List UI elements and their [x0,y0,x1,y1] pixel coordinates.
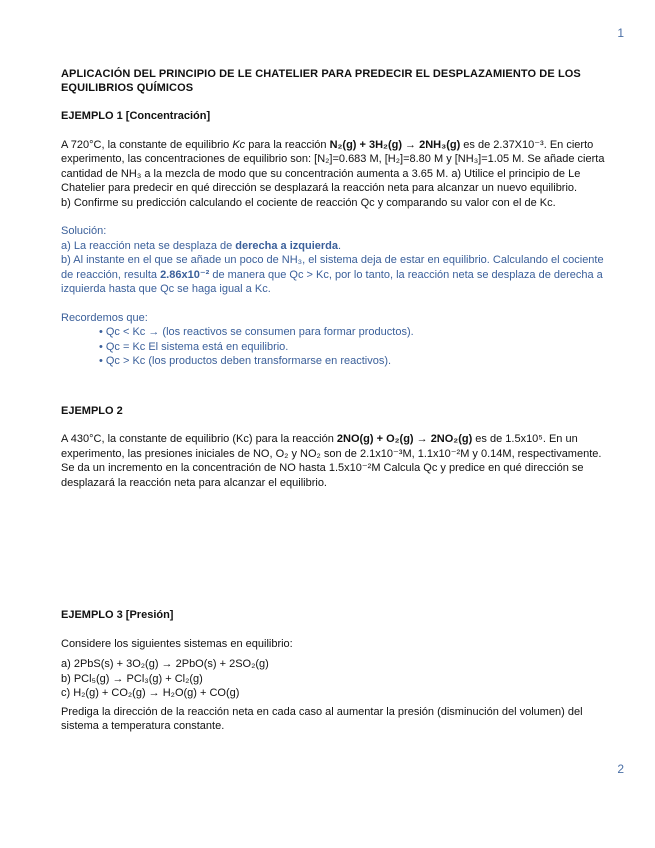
solution-b [61,253,617,297]
ejemplo2-reaction: 2NO(g) + O₂(g) → 2NO₂(g) [336,433,473,445]
document-body [61,68,617,734]
ejemplo2-text-b: es de 1.5x10⁵. En un experimento, las presiones iniciales de NO, O₂ y NO₂ son de 2.1x10⁻³M, 1.1x10⁻²M y 0.14M, respectivamente. Se da un incremento en la concentración de NO hasta 1.5x10⁻²M Calcula Qc y predice en qué dirección se desplazará la reacción neta para alcanzar el equilibrio. [61,433,602,489]
ejemplo3-heading: EJEMPLO 3 [Presión] [61,609,174,621]
page-number-2: 2 [617,762,624,776]
recall-item: • Qc = Kc El sistema está en equilibrio. [99,340,617,355]
solution-b-text-2: de manera que Qc > Kc, por lo tanto, la reacción neta se desplaza de derecha a izquierda hasta que Qc se haga igual a Kc. [61,268,603,295]
ejemplo3-question: Prediga la dirección de la reacción neta en cada caso al aumentar la presión (disminución del volumen) del sistema a temperatura constante. [61,705,583,732]
ejemplo1-text-b: para la reacción [245,138,330,151]
solution-a [61,239,617,254]
system-b: b) PCl₅(g) → PCl₃(g) + Cl₂(g) [61,672,203,685]
ejemplo1-part-b: b) Confirme su predicción calculando el cociente de reacción Qc y comparando su valor con el de Kc. [61,196,556,209]
solution-b-value: 2.86x10⁻² [160,268,210,281]
document-title: APLICACIÓN DEL PRINCIPIO DE LE CHATELIER PARA PREDECIR EL DESPLAZAMIENTO DE LOS EQUILIBRIOS QUÍMICOS [61,68,581,94]
ejemplo2-heading: EJEMPLO 2 [61,404,123,417]
ejemplo1-heading: EJEMPLO 1 [Concentración] [61,110,211,122]
solution-a-text: a) La reacción neta se desplaza de [61,239,236,252]
recall-item: • Qc < Kc → (los reactivos se consumen para formar productos). [99,325,617,340]
ejemplo2-paragraph [61,432,617,490]
kc-symbol: Kc [232,138,246,151]
recall-item: • Qc > Kc (los productos deben transformarse en reactivos). [99,354,617,369]
solution-block [61,224,617,369]
recall-list [61,325,617,369]
recall-label: Recordemos que: [61,311,148,324]
ejemplo3-intro: Considere los siguientes sistemas en equilibrio: [61,637,293,650]
solution-b-text-1: b) Al instante en el que se añade un poco de NH₃, el sistema deja de estar en equilibrio. Calculando el cociente de reacción, resulta [61,254,604,281]
solution-a-bold: derecha a izquierda [235,239,338,252]
ejemplo1-paragraph [61,138,617,196]
ejemplo1-reaction: N₂(g) + 3H₂(g) → 2NH₃(g) [329,138,461,151]
ejemplo2-text-a: A 430°C, la constante de equilibrio (Kc) para la reacción [61,433,337,445]
ejemplo1-text-c: es de 2.37X10⁻³. En cierto experimento, las concentraciones de equilibrio son: [N₂]=0.683 M, [H₂]=8.80 M y [NH₃]=1.05 M. Se añade cierta cantidad de NH₃ a la mezcla de modo que su concentración aumenta a 3.65 M. a) Utilice el principio de Le Chatelier para predecir en qué dirección se desplazará la reacción neta para alcanzar un nuevo equilibrio. [61,138,605,194]
system-a: a) 2PbS(s) + 3O₂(g) → 2PbO(s) + 2SO₂(g) [61,658,269,670]
page-number-1: 1 [617,26,624,40]
solution-a-suffix: . [338,239,342,252]
solution-label: Solución: [61,225,107,237]
system-c: c) H₂(g) + CO₂(g) → H₂O(g) + CO(g) [61,687,240,699]
ejemplo1-text-a: A 720°C, la constante de equilibrio [61,138,233,151]
